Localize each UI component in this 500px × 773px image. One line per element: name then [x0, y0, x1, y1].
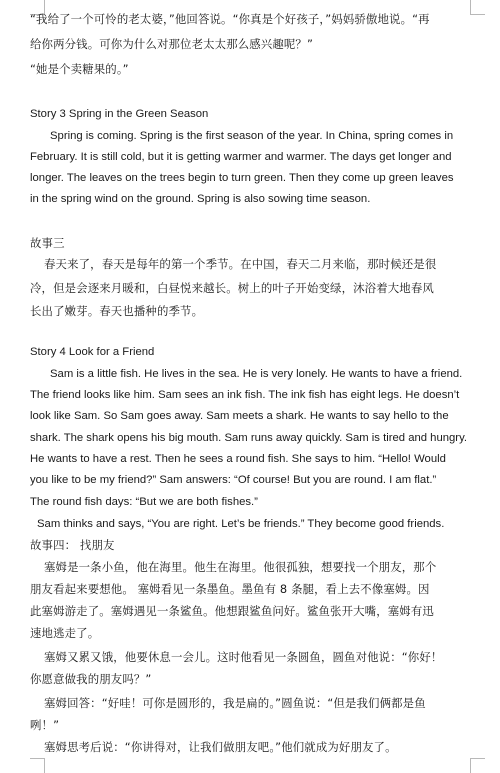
- story4-cn-title: 故事四： 找朋友: [30, 538, 115, 552]
- story4-en-line: The friend looks like him. Sam sees an ink fish. The ink fish has eight legs. He doesn’t: [30, 389, 460, 401]
- story4-en-line: look like Sam. So Sam goes away. Sam meets a shark. He wants to say hello to the: [30, 410, 449, 422]
- story4-cn-line: 你愿意做我的朋友吗？”: [30, 672, 152, 686]
- top-paragraph-line: 给你两分钱。可你为什么对那位老太太那么感兴趣呢？”: [30, 37, 314, 51]
- story4-en-line: shark. The shark opens his big mouth. Sam runs away quickly. Sam is tired and hungry.: [30, 432, 468, 444]
- story4-cn-line: 塞姆是一条小鱼，他在海里。他生在海里。他很孤独，想要找一个朋友，那个: [44, 560, 437, 574]
- story4-en-line: Sam thinks and says, “You are right. Let’s be friends.” They become good friends.: [37, 518, 445, 530]
- story4-cn-line: 朋友看起来要想他。 塞姆看见一条墨鱼。墨鱼有 8 条腿，看上去不像塞姆。因: [30, 582, 430, 596]
- story3-title: Story 3 Spring in the Green Season: [30, 108, 209, 120]
- story3-en-line: Spring is coming. Spring is the first season of the year. In China, spring comes in: [50, 130, 454, 142]
- story4-en-line: you like to be my friend?” Sam answers: “Of course! But you are round. I am flat.”: [30, 474, 437, 486]
- story4-cn-line: 咧！”: [30, 718, 60, 732]
- story4-cn-line: 塞姆又累又饿，他要休息一会儿。这时他看见一条圆鱼，圆鱼对他说：“你好！: [44, 650, 443, 664]
- story3-en-line: in the spring wind on the ground. Spring is also sowing time season.: [30, 193, 371, 205]
- story4-cn-line: 塞姆回答：“好哇！可你是圆形的，我是扁的。”圆鱼说：“但是我们俩都是鱼: [44, 696, 426, 710]
- story3-cn-line: 春天来了，春天是每年的第一个季节。在中国，春天二月来临，那时候还是很: [44, 257, 437, 271]
- story3-en-line: February. It is still cold, but it is getting warmer and warmer. The days get longer and: [30, 151, 452, 163]
- story4-en-line: Sam is a little fish. He lives in the sea. He is very lonely. He wants to have a friend.: [50, 368, 463, 380]
- story4-en-line: The round fish days: “But we are both fishes.”: [30, 496, 258, 508]
- story3-en-line: longer. The leaves on the trees begin to turn green. Then they come up green leaves: [30, 172, 454, 184]
- story4-cn-line: 塞姆思考后说：“你讲得对，让我们做朋友吧。”他们就成为好朋友了。: [44, 740, 397, 754]
- crop-mark-top-right: [470, 0, 485, 15]
- story3-cn-title: 故事三: [30, 236, 65, 250]
- story4-en-line: He wants to have a rest. Then he sees a round fish. She says to him. “Hello! Would: [30, 453, 446, 465]
- top-paragraph-line: “她是个卖糖果的。”: [30, 62, 129, 76]
- story3-cn-line: 长出了嫩芽。春天也播种的季节。: [30, 304, 204, 318]
- top-paragraph-line: “我给了一个可怜的老太婆，”他回答说。“你真是个好孩子，”妈妈骄傲地说。“再: [30, 12, 430, 26]
- crop-mark-bottom-left: [30, 758, 45, 773]
- story4-title: Story 4 Look for a Friend: [30, 346, 155, 358]
- story3-cn-line: 冷，但是会逐来月暖和，白昼悦来越长。树上的叶子开始变绿，沐浴着大地春风: [30, 281, 434, 295]
- story4-cn-line: 此塞姆游走了。塞姆遇见一条鲨鱼。他想跟鲨鱼问好。鲨鱼张开大嘴，塞姆有迅: [30, 604, 434, 618]
- story4-cn-line: 速地逃走了。: [30, 626, 100, 640]
- crop-mark-bottom-right: [470, 758, 485, 773]
